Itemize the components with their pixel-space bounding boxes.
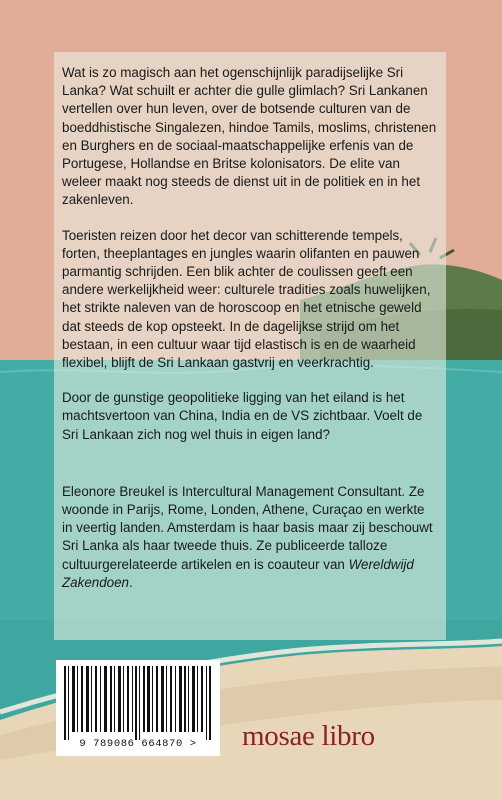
author-bio <box>62 483 438 592</box>
back-cover-text <box>62 64 438 592</box>
blurb-paragraph-1: Wat is zo magisch aan het ogenschijnlijk paradijselijke Sri Lanka? Wat schuilt er achter die gulle glimlach? Sri Lankanen vertellen over hun leven, over de botsende culturen van de boeddhistische Singalezen, hindoe Tamils, moslims, christenen en Burghers en de sociaal-maatschappelijke erfenis van de Portugese, Hollandse en Britse kolonisators. De elite van weleer maakt nog steeds de dienst uit in de politiek en in het zakenleven. <box>62 65 437 208</box>
publisher-logo: mosae libro <box>242 720 375 752</box>
author-bio-end: . <box>129 574 133 590</box>
book-title: Wereldwijd Zakendoen <box>62 556 414 590</box>
isbn-digits: 9 789086 664870 > <box>79 738 197 750</box>
blurb-paragraph-2: Toeristen reizen door het decor van schitterende tempels, forten, theeplantages en jungles waarin olifanten en pauwen parmantig schrijden. Een blik achter de coulissen geeft een andere werkelijkheid weer: culturele tradities zoals huwelijken, het strikte naleven van de horoscoop en het etnische geweld dat steeds de kop opsteekt. In de dagelijkse strijd om het bestaan, in een cultuur waar tijd elastisch is en de waarheid flexibel, blijft de Sri Lankaan gastvrij en veerkrachtig. <box>62 227 431 371</box>
author-bio-text: Eleonore Breukel is Intercultural Management Consultant. Ze woonde in Parijs, Rome, Londen, Athene, Curaçao en werkte in veertig landen. Amsterdam is haar basis maar zij beschouwt Sri Lanka als haar tweede thuis. Ze publiceerde talloze cultuurgerelateerde artikelen en is coauteur van <box>62 483 433 572</box>
blurb-paragraph-3: Door de gunstige geopolitieke ligging van het eiland is het machtsvertoon van China, India en de VS zichtbaar. Voelt de Sri Lankaan zich nog wel thuis in eigen land? <box>62 390 423 442</box>
barcode-bars <box>56 666 220 740</box>
